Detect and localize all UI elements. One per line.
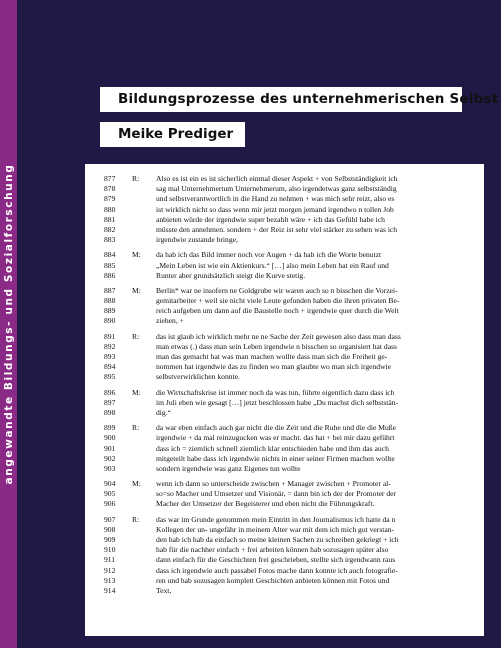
transcript-line: dann einfach für die Geschichten frei geschrieben, stellte sich irgendwann raus xyxy=(156,555,396,565)
transcript-line: Macher der Umsetzer der Begeisterer und eben nicht die Führungskraft. xyxy=(156,499,375,509)
transcript-line: mitgeteilt habe dass ich irgendwie nichts in einer seiner Firmen machen wollte xyxy=(156,453,395,463)
line-numbers xyxy=(104,250,129,281)
transcript-page xyxy=(85,164,484,636)
transcript-line: irgendwie zustande bringe, xyxy=(156,235,238,245)
transcript-line: und selbstverantwortlich in die Hand zu nehmen + was mich sehr reizt, also es xyxy=(156,194,395,204)
line-number: 907 xyxy=(104,514,116,524)
transcript-line: dass ich = ziemlich schnell ziemlich klar entschieden habe und ihm das auch xyxy=(156,443,389,453)
transcript-line: man etwas (.) dass man sein Leben irgendwie n bisschen so organisiert hat dass xyxy=(156,341,397,351)
line-number: 891 xyxy=(104,331,116,341)
transcript-line: Runter aber grundsätzlich steigt die Kurve stetig. xyxy=(156,270,306,280)
line-number: 911 xyxy=(104,555,116,565)
transcript-line: anbieten würde der irgendwie super bezahlt wäre + ich das Gefühl habe ich xyxy=(156,214,385,224)
line-number: 884 xyxy=(104,250,116,260)
transcript-block xyxy=(104,286,478,327)
line-number: 909 xyxy=(104,535,116,544)
line-number: 878 xyxy=(104,184,116,194)
line-numbers xyxy=(104,286,129,327)
transcript-text xyxy=(150,250,478,281)
line-number: 887 xyxy=(104,285,116,295)
transcript-line: „Mein Leben ist wie ein Aktienkurs.“ […] also mein Leben hat ein Rauf und xyxy=(156,260,389,270)
transcript-line: dass ich irgendwie auch passabel Fotos mache dann konnte ich auch fotografie- xyxy=(156,565,398,575)
line-number: 893 xyxy=(104,352,116,361)
transcript-text xyxy=(150,515,478,597)
line-number: 877 xyxy=(104,174,116,183)
line-numbers xyxy=(104,515,129,597)
transcript-block xyxy=(104,388,478,419)
line-number: 882 xyxy=(104,224,116,234)
line-number: 910 xyxy=(104,545,116,555)
line-number: 897 xyxy=(104,397,116,407)
speaker-label: R: xyxy=(132,514,140,524)
transcript-line: das war im Grunde genommen mein Eintritt in den Journalismus ich hatte da n xyxy=(156,514,396,524)
speaker-label: R: xyxy=(132,423,140,433)
transcript-line: Berlin* war ne insofern ne Goldgrube wir waren auch so n bisschen die Vorzei- xyxy=(156,285,398,295)
transcript-text xyxy=(150,332,478,383)
line-number: 901 xyxy=(104,443,116,453)
transcript-text xyxy=(150,479,478,510)
transcript-line: irgendwie + da mal reinzugucken was er macht. das hat + bei mir dazu geführt xyxy=(156,433,395,443)
transcript-excerpt xyxy=(104,174,478,601)
transcript-line: reich aufgeben um dann auf die Baustelle noch + irgendwie quer durch die Welt xyxy=(156,306,399,316)
transcript-line: müsste den annehmen. sondern + der Reiz ist sehr viel stärker zu sehen was ich xyxy=(156,224,398,234)
line-number: 889 xyxy=(104,306,116,316)
transcript-block xyxy=(104,250,478,281)
line-number: 902 xyxy=(104,453,116,463)
line-number: 892 xyxy=(104,341,116,351)
speaker-label: M: xyxy=(132,387,141,397)
line-number: 883 xyxy=(104,235,116,245)
transcript-text xyxy=(150,174,478,245)
author-name: Meike Prediger xyxy=(118,126,234,142)
transcript-line: gemitarbeiter + weil sie nicht viele Leute gefunden haben die ihren privaten Be- xyxy=(156,296,400,306)
line-numbers xyxy=(104,423,129,474)
transcript-text xyxy=(150,286,478,327)
line-number: 890 xyxy=(104,316,116,326)
line-number: 905 xyxy=(104,489,116,499)
line-number: 903 xyxy=(104,463,116,473)
speaker-label: R: xyxy=(132,174,140,183)
transcript-line: die Wirtschaftskrise ist immer noch da was tun, führte eigentlich dazu dass ich xyxy=(156,387,395,397)
transcript-line: sag mal Unternehmertum Unternehmerum, also irgendetwas ganz selbstständig xyxy=(156,184,397,194)
speaker-label: M: xyxy=(132,250,141,260)
line-number: 906 xyxy=(104,499,116,509)
transcript-block xyxy=(104,332,478,383)
author-bar xyxy=(100,122,245,147)
transcript-line: da war eben einfach auch gar nicht die die Zeit und die Ruhe und die die Muße xyxy=(156,423,396,433)
transcript-line: so=so Macher und Umsetzer und Visionär, = dann bin ich der der Promoter der xyxy=(156,489,397,499)
speaker-label: R: xyxy=(132,331,140,341)
series-title-vertical xyxy=(0,0,17,648)
transcript-line: man das gemacht hat was man machen wollte dass man sich die Freiheit ge- xyxy=(156,352,388,361)
title-bar xyxy=(100,87,499,112)
transcript-line: Kollegen der un- ungefähr in meinem Alter war mit dem ich mich gut verstan- xyxy=(156,524,395,534)
line-number: 888 xyxy=(104,296,116,306)
line-numbers xyxy=(104,388,129,419)
transcript-line: das ist glaub ich wirklich mehr ne ne Sache der Zeit gewesen also dass man dass xyxy=(156,331,401,341)
transcript-block xyxy=(104,174,478,245)
line-number: 880 xyxy=(104,204,116,214)
speaker-label: M: xyxy=(132,479,141,489)
transcript-text xyxy=(150,423,478,474)
book-title: Bildungsprozesse des unternehmerischen Selbst xyxy=(118,91,499,107)
transcript-line: sondern irgendwie was ganz Eigenes tun wollte xyxy=(156,463,301,473)
line-number: 885 xyxy=(104,260,116,270)
line-number: 896 xyxy=(104,387,116,397)
line-number: 904 xyxy=(104,479,116,489)
line-number: 912 xyxy=(104,565,116,575)
transcript-line: ziehen, + xyxy=(156,316,184,326)
line-number: 895 xyxy=(104,372,116,382)
line-numbers xyxy=(104,479,129,510)
transcript-line: nommen hat irgendwie das zu finden wo man glaubte wo man sich irgendwie xyxy=(156,362,392,372)
line-number: 898 xyxy=(104,407,116,417)
transcript-line: dig.“ xyxy=(156,407,171,417)
transcript-block xyxy=(104,479,478,510)
line-number: 899 xyxy=(104,423,116,433)
transcript-line: den hab ich hab da einfach so meine kleinen Sachen zu schreiben gekriegt + ich xyxy=(156,535,399,544)
transcript-line: Text, xyxy=(156,585,172,595)
transcript-line: wenn ich dann so unterscheide zwischen + Manager zwischen + Promoter al- xyxy=(156,479,391,489)
transcript-line: ren und hab sozusagen komplett Geschichten anbieten können mit Fotos und xyxy=(156,575,390,585)
line-number: 900 xyxy=(104,433,116,443)
line-number: 908 xyxy=(104,524,116,534)
transcript-block xyxy=(104,515,478,597)
line-numbers xyxy=(104,174,129,245)
line-number: 894 xyxy=(104,362,116,372)
transcript-text xyxy=(150,388,478,419)
transcript-line: da hab ich das Bild immer noch vor Augen + da hab ich die Worte benutzt xyxy=(156,250,382,260)
transcript-block xyxy=(104,423,478,474)
series-title: angewandte Bildungs- und Sozialforschung xyxy=(2,163,15,485)
transcript-line: ist wirklich nicht so dass wenn mir jetzt morgen jemand irgendwo n tollen Job xyxy=(156,204,394,214)
transcript-line: im Juli eben wie gesagt […] jetzt beschlossen habe „Du machst dich selbststän- xyxy=(156,397,399,407)
transcript-line: Also es ist ein es ist sicherlich einmal dieser Aspekt + von Selbstständigkeit ich xyxy=(156,174,398,183)
speaker-label: M: xyxy=(132,285,141,295)
line-number: 914 xyxy=(104,585,116,595)
transcript-line: hab für die nachher einfach + frei arbeiten können hab sozusagen später also xyxy=(156,545,389,555)
line-number: 881 xyxy=(104,214,116,224)
line-number: 879 xyxy=(104,194,116,204)
line-numbers xyxy=(104,332,129,383)
line-number: 913 xyxy=(104,575,116,585)
transcript-line: selbstverwirklichen konnte. xyxy=(156,372,240,382)
line-number: 886 xyxy=(104,270,116,280)
